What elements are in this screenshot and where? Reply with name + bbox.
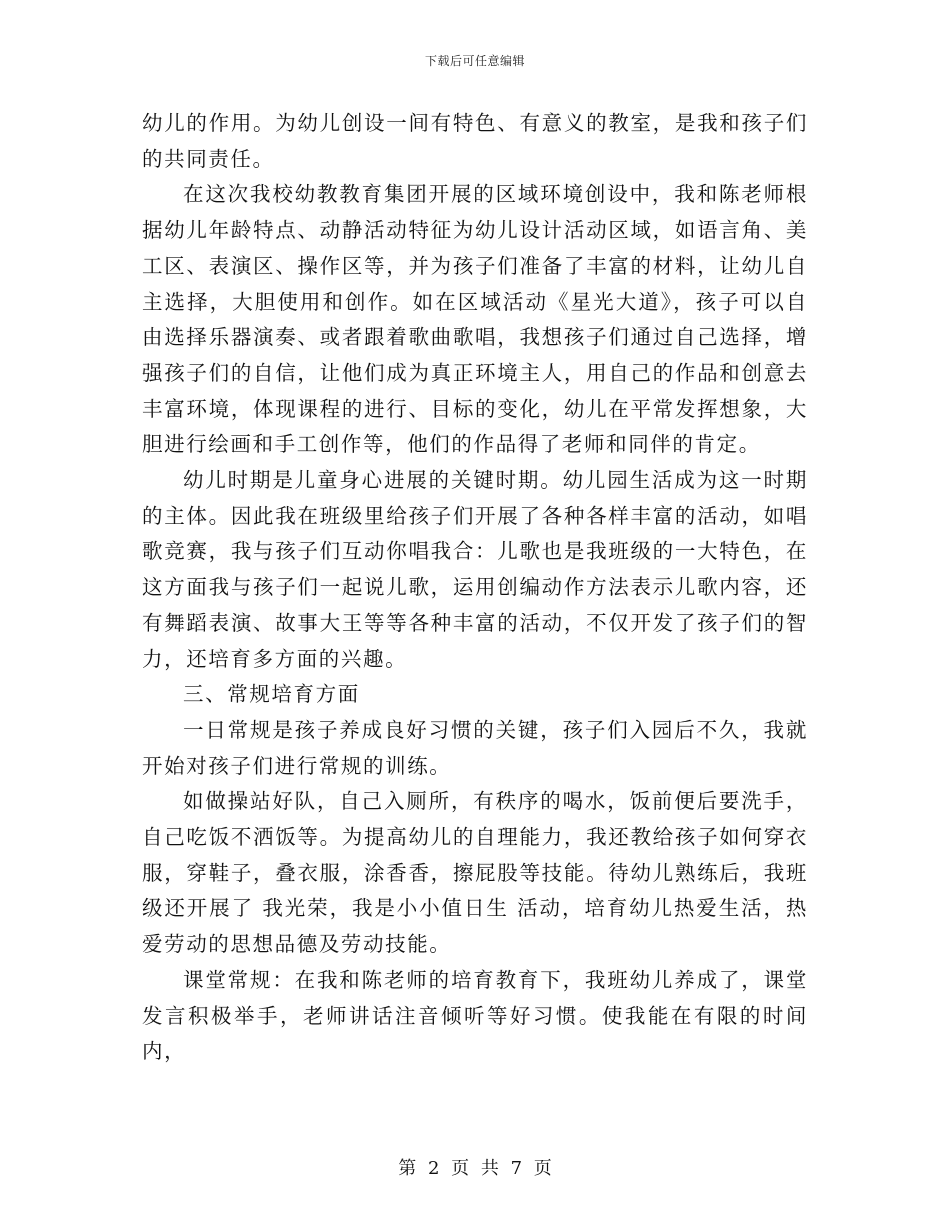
page-header: 下载后可任意编辑: [424, 54, 525, 68]
document-body: [142, 106, 808, 1070]
page-number-footer: 第 2 页 共 7 页: [398, 1158, 552, 1179]
section-heading-routine: 三、常规培育方面: [183, 682, 360, 707]
paragraph-classroom-routine: 课堂常规：在我和陈老师的培育教育下，我班幼儿养成了，课堂发言积极举手，老师讲话注音倾听等好习惯。使我能在有限的时间内，: [142, 967, 808, 1064]
paragraph-environment: 在这次我校幼教教育集团开展的区域环境创设中，我和陈老师根据幼儿年龄特点、动静活动特征为幼儿设计活动区域，如语言角、美工区、表演区、操作区等，并为孩子们准备了丰富的材料，让幼儿自主选择，大胆使用和创作。如在区域活动《星光大道》，孩子可以自由选择乐器演奏、或者跟着歌曲歌唱，我想孩子们通过自己选择，增强孩子们的自信，让他们成为真正环境主人，用自己的作品和创意去丰富环境，体现课程的进行、目标的变化，幼儿在平常发挥想象，大胆进行绘画和手工创作等，他们的作品得了老师和同伴的肯定。: [142, 182, 808, 457]
paragraph-self-care: 如做操站好队，自己入厕所，有秩序的喝水，饭前便后要洗手，自己吃饭不洒饭等。为提高幼儿的自理能力，我还教给孩子如何穿衣服，穿鞋子，叠衣服，涂香香，擦屁股等技能。待幼儿熟练后，我班级还开展了 我光荣，我是小小值日生 活动，培育幼儿热爱生活，热爱劳动的思想品德及劳动技能。: [142, 789, 808, 957]
paragraph-continuation: 幼儿的作用。为幼儿创设一间有特色、有意义的教室，是我和孩子们的共同责任。: [142, 111, 808, 171]
paragraph-daily-routine: 一日常规是孩子养成良好习惯的关键，孩子们入园后不久，我就开始对孩子们进行常规的训练。: [142, 717, 808, 778]
paragraph-activities: 幼儿时期是儿童身心进展的关键时期。幼儿园生活成为这一时期的主体。因此我在班级里给孩子们开展了各种各样丰富的活动，如唱歌竞赛，我与孩子们互动你唱我合：儿歌也是我班级的一大特色，在这方面我与孩子们一起说儿歌，运用创编动作方法表示儿歌内容，还有舞蹈表演、故事大王等等各种丰富的活动，不仅开发了孩子们的智力，还培育多方面的兴趣。: [142, 468, 808, 671]
